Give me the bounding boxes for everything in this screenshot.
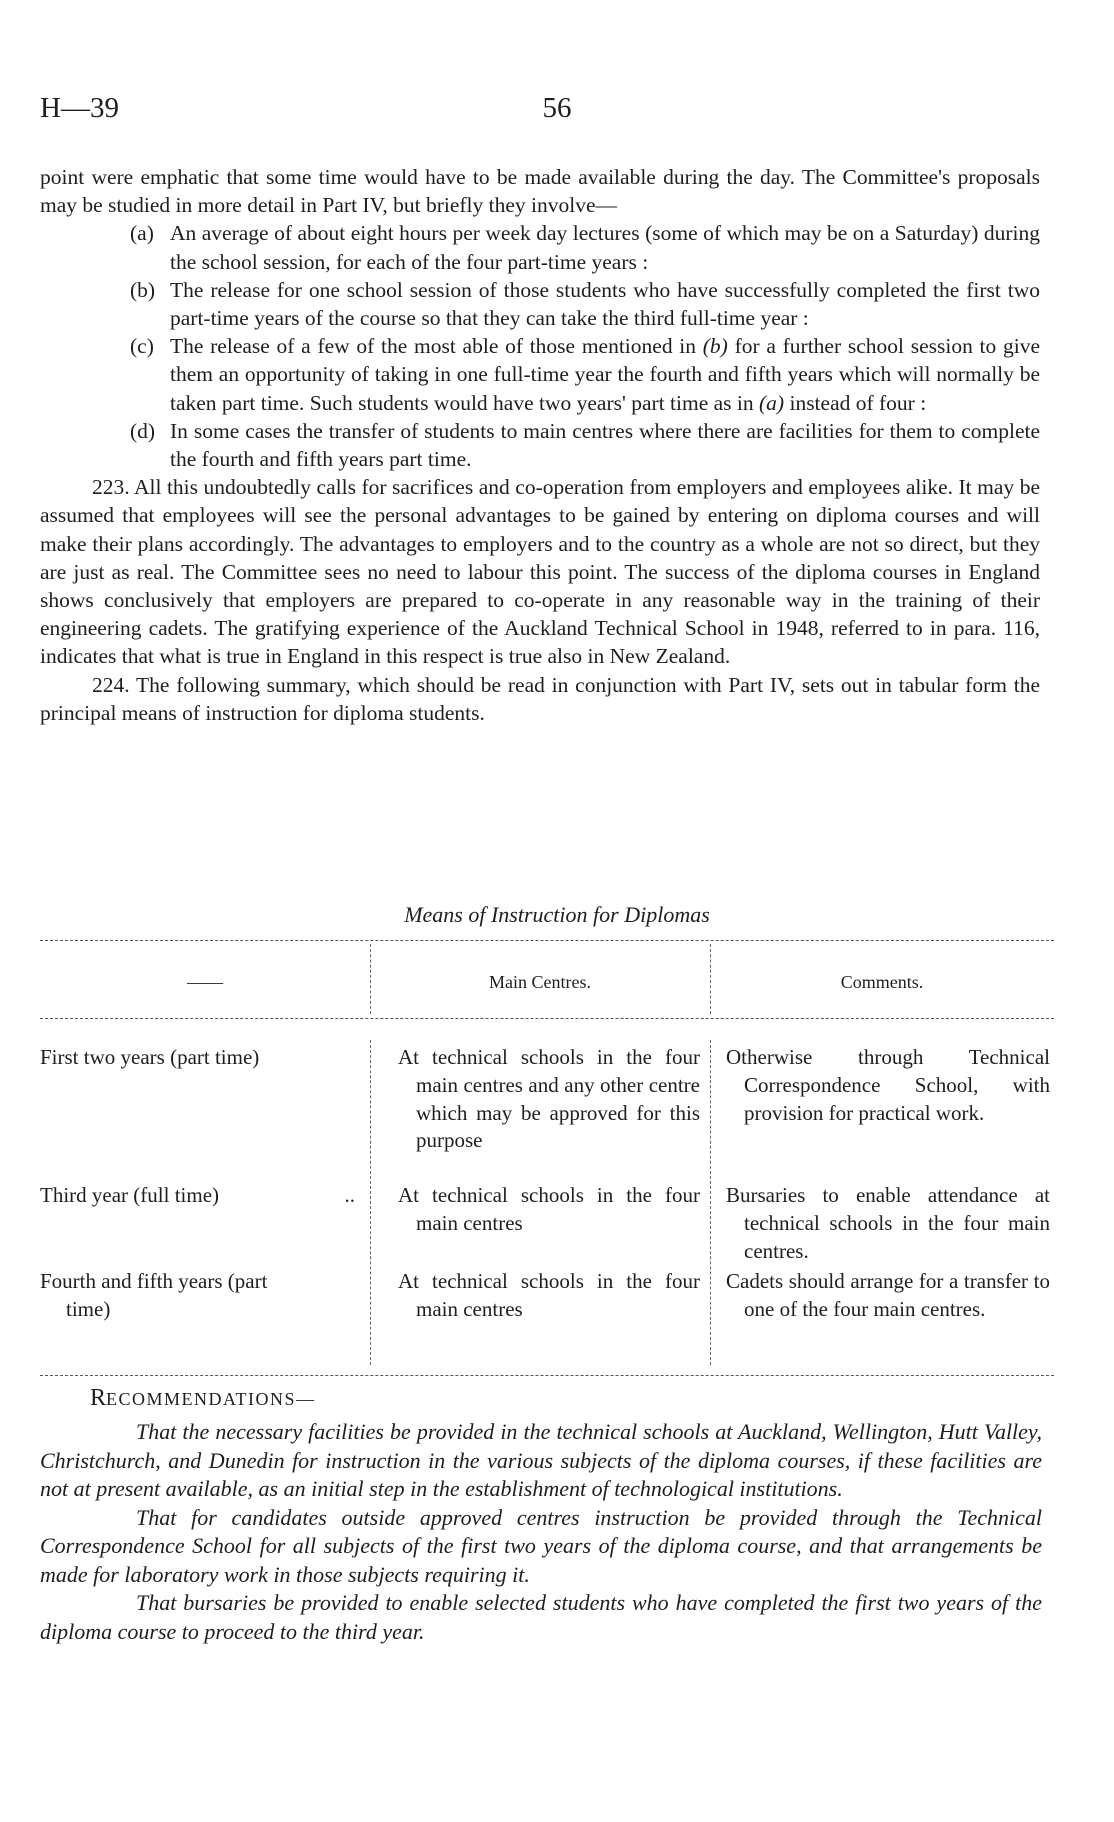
table-title: Means of Instruction for Diplomas <box>404 902 710 927</box>
item-text: The release of a few of the most able of those mentioned in <box>170 334 697 359</box>
list-item <box>40 219 1040 275</box>
item-label: (b) <box>130 277 156 302</box>
recommendations-list <box>40 1418 1042 1646</box>
item-text: for a further school session to give them an opportunity of taking in one full-time year the fourth and fifth years which will normally be taken part time. Such students would have two years' part time as in <box>170 334 1041 415</box>
item-text: The release for one school session of those students who have successfully completed the first two part-time years of the course so that they can take the third full-time year : <box>170 277 1040 331</box>
table-header-main-centres: Main Centres. <box>489 972 591 992</box>
table-row-stage <box>40 1182 355 1210</box>
table-cell-stage: First two years (part time) <box>40 1045 260 1069</box>
table-header-stage: —— <box>187 972 223 992</box>
table-top-rule <box>40 940 1054 941</box>
table-cell-main-centres: At technical schools in the four main centres <box>398 1183 700 1235</box>
recommendations-heading: RECOMMENDATIONS— <box>90 1385 316 1411</box>
item-text: instead of four : <box>789 390 927 415</box>
table-cell-comments: Bursaries to enable attendance at technical schools in the four main centres. <box>726 1183 1050 1263</box>
item-label: (d) <box>130 418 156 443</box>
table-cell-main-centres: At technical schools in the four main centres and any other centre which may be approved for this purpose <box>398 1045 700 1153</box>
list-item <box>40 276 1040 332</box>
list-item <box>40 417 1040 473</box>
recommendation-item: That bursaries be provided to enable selected students who have completed the first two years of the diploma course to proceed to the third year. <box>40 1590 1042 1644</box>
table-bottom-rule <box>40 1375 1054 1376</box>
table-cell-stage: Third year (full time) <box>40 1183 220 1207</box>
item-label: (a) <box>130 221 154 246</box>
intro-paragraph: point were emphatic that some time would have to be made available during the day. The Committee's proposals may be studied in more detail in Part IV, but briefly they involve— <box>40 165 1040 218</box>
paragraph-223: 223. All this undoubtedly calls for sacrifices and co-operation from employers and employees alike. It may be assumed that employees will see the personal advantages to be gained by entering on diploma courses and will make their plans accordingly. The advantages to employers and to the country as a whole are not so direct, but they are just as real. The Committee sees no need to labour this point. The success of the diploma courses in England shows conclusively that employers are prepared to co-operate in any reasonable way in the training of their engineering cadets. The gratifying experience of the Auckland Technical School in 1948, referred to in para. 116, indicates that what is true in England in this respect is true also in New Zealand. <box>40 475 1040 669</box>
item-reference: (a) <box>759 390 785 415</box>
recommendation-item: That the necessary facilities be provided in the technical schools at Auckland, Wellington, Hutt Valley, Christchurch, and Dunedin for instruction in the various subjects of the diploma courses, if these facilities are not at present available, as an initial step in the establishment of technological institutions. <box>40 1419 1042 1501</box>
table-header-comments: Comments. <box>840 972 924 992</box>
page-number: 56 <box>542 92 572 124</box>
table-cell-stage: Fourth and fifth years (part <box>40 1269 268 1293</box>
body-text <box>40 163 1040 727</box>
document-reference: H—39 <box>40 92 119 124</box>
table-cell-comments: Cadets should arrange for a transfer to one of the four main centres. <box>726 1269 1050 1321</box>
recommendation-item: That for candidates outside approved centres instruction be provided through the Technical Correspondence School for all subjects of the first two years of the diploma course, and that arrangements be made for laboratory work in those subjects requiring it. <box>40 1504 1042 1587</box>
table-cell-comments: Otherwise through Technical Correspondence School, with provision for practical work. <box>726 1045 1050 1125</box>
table-column-divider <box>710 1040 711 1365</box>
table-column-divider <box>370 1040 371 1365</box>
paragraph-224: 224. The following summary, which should be read in conjunction with Part IV, sets out in tabular form the principal means of instruction for diploma students. <box>40 672 1040 725</box>
table-header-rule <box>40 1018 1054 1019</box>
table-cell-stage-continued: time) <box>66 1296 111 1321</box>
item-text: In some cases the transfer of students to main centres where there are facilities for them to complete the fourth and fifth years part time. <box>170 418 1040 472</box>
item-label: (c) <box>130 334 154 359</box>
list-item <box>40 332 1040 417</box>
table-cell-main-centres: At technical schools in the four main centres <box>398 1269 700 1321</box>
item-text: An average of about eight hours per week day lectures (some of which may be on a Saturday) during the school session, for each of the four part-time years : <box>170 221 1040 274</box>
item-reference: (b) <box>702 334 728 359</box>
table-cell-leader: .. <box>344 1183 355 1207</box>
table-row-stage <box>40 1268 355 1324</box>
